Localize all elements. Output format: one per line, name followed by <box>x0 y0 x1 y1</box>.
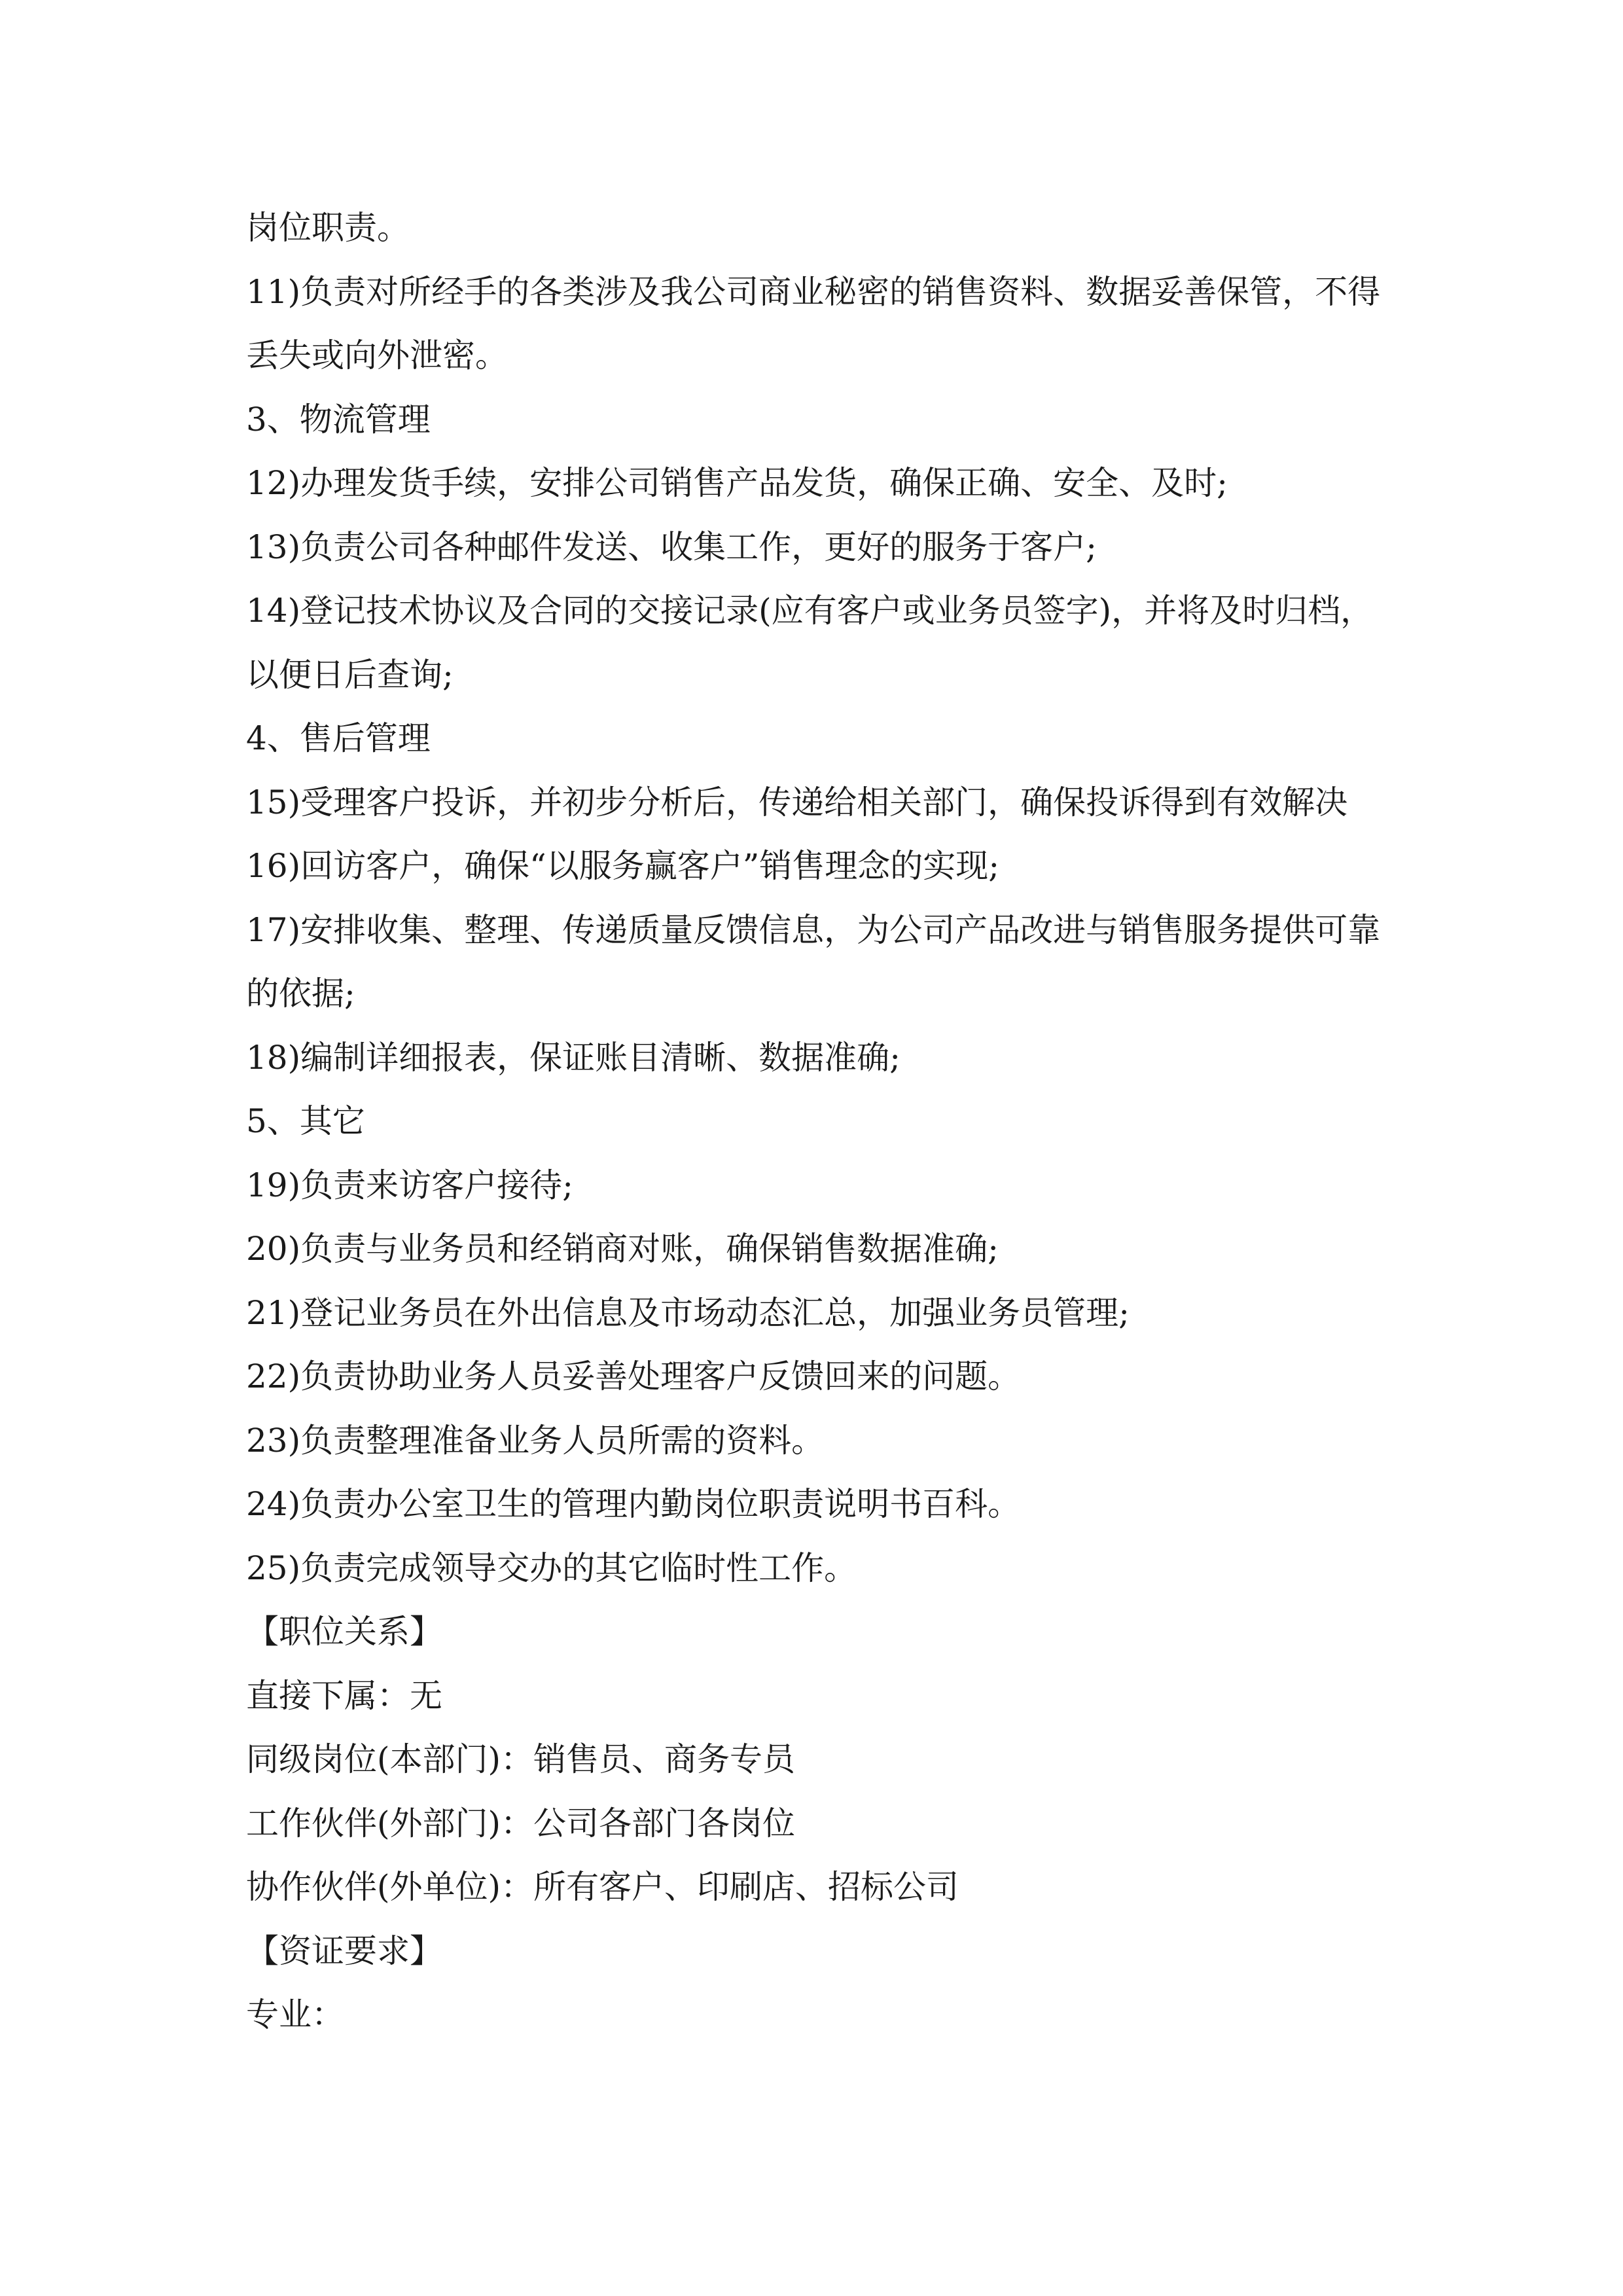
text-line: 22)负责协助业务人员妥善处理客户反馈回来的问题。 <box>246 1357 1021 1395</box>
text-line: 专业： <box>246 1996 344 2034</box>
section-heading: 【资证要求】 <box>246 1931 442 1970</box>
text-line: 岗位职责。 <box>246 209 410 247</box>
section-heading: 5、其它 <box>246 1102 365 1140</box>
section-heading: 4、售后管理 <box>246 719 431 757</box>
document-body <box>246 196 1398 2047</box>
text-line: 15)受理客户投诉，并初步分析后，传递给相关部门，确保投诉得到有效解决 <box>246 783 1348 821</box>
text-line: 16)回访客户，确保“以服务赢客户”销售理念的实现; <box>246 847 1000 885</box>
text-line: 19)负责来访客户接待; <box>246 1166 573 1204</box>
text-line: 12)办理发货手续，安排公司销售产品发货，确保正确、安全、及时; <box>246 464 1228 502</box>
section-heading: 【职位关系】 <box>246 1613 442 1651</box>
section-heading: 3、物流管理 <box>246 400 431 439</box>
text-line: 直接下属：无 <box>246 1676 442 1715</box>
text-line: 18)编制详细报表，保证账目清晰、数据准确; <box>246 1038 901 1077</box>
text-line: 21)登记业务员在外出信息及市场动态汇总，加强业务员管理; <box>246 1293 1130 1332</box>
text-line: 11)负责对所经手的各类涉及我公司商业秘密的销售资料、数据妥善保管，不得 <box>246 272 1381 311</box>
text-line: 协作伙伴(外单位)：所有客户、印刷店、招标公司 <box>246 1868 959 1906</box>
text-line: 23)负责整理准备业务人员所需的资料。 <box>246 1421 825 1460</box>
text-line: 14)登记技术协议及合同的交接记录(应有客户或业务员签字)，并将及时归档， <box>246 592 1374 630</box>
text-line: 的依据; <box>246 975 355 1013</box>
text-line: 以便日后查询; <box>246 655 454 694</box>
text-line: 13)负责公司各种邮件发送、收集工作，更好的服务于客户; <box>246 528 1097 566</box>
text-line: 工作伙伴(外部门)：公司各部门各岗位 <box>246 1804 796 1842</box>
text-line: 24)负责办公室卫生的管理内勤岗位职责说明书百科。 <box>246 1485 1021 1523</box>
text-line: 20)负责与业务员和经销商对账，确保销售数据准确; <box>246 1230 999 1268</box>
text-line: 25)负责完成领导交办的其它临时性工作。 <box>246 1549 857 1587</box>
text-line: 同级岗位(本部门)：销售员、商务专员 <box>246 1740 796 1778</box>
text-line: 丢失或向外泄密。 <box>246 336 508 374</box>
text-line: 17)安排收集、整理、传递质量反馈信息，为公司产品改进与销售服务提供可靠 <box>246 910 1381 949</box>
